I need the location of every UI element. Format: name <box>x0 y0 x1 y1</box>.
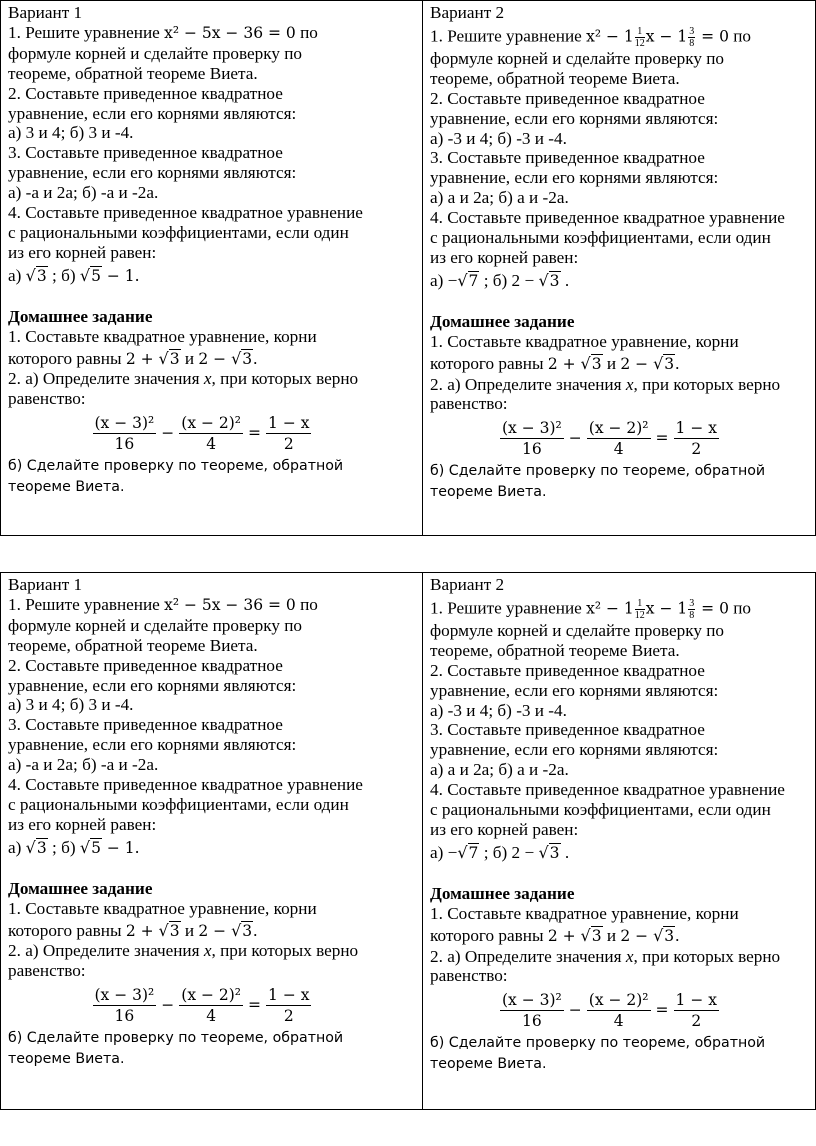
task-4-line-2: с рациональными коэффициентами, если один <box>8 222 349 242</box>
hw-2-line-1 <box>430 375 809 395</box>
hw-1-line-1: 1. Составьте квадратное уравнение, корни <box>8 326 317 346</box>
option-label: а) − <box>430 270 458 290</box>
sqrt-expression: √3 <box>653 353 675 373</box>
root-expression: 2 − <box>620 926 654 945</box>
sqrt-expression: √3 <box>538 842 560 862</box>
task-2-line-2: уравнение, если его корнями являются: <box>430 680 719 700</box>
numerator: (x − 3)² <box>502 991 562 1010</box>
task-3-line-2: уравнение, если его корнями являются: <box>8 735 297 755</box>
hw-1-line-2 <box>8 349 416 370</box>
task-text: по <box>295 22 318 42</box>
radicand: 3 <box>664 926 675 945</box>
operator: − <box>161 423 175 442</box>
task-1-line <box>8 595 416 616</box>
sqrt-expression: √5 <box>79 265 101 285</box>
radicand: 5 <box>91 838 101 857</box>
task-1-line-3: теореме, обратной теореме Виета. <box>8 635 258 655</box>
variant-title: Вариант 2 <box>430 3 505 22</box>
radicand: 3 <box>591 926 602 945</box>
sqrt-expression: √3 <box>25 837 47 857</box>
radicand: 3 <box>242 921 253 940</box>
option-tail: − 1. <box>101 838 140 857</box>
fraction <box>266 985 311 1026</box>
hw-text: , при которых верно <box>633 946 781 966</box>
task-1-line-3: теореме, обратной теореме Виета. <box>430 640 680 660</box>
option-label: а) <box>8 837 26 857</box>
task-4-options <box>430 843 809 864</box>
hw-2-line-2: равенство: <box>8 961 86 981</box>
task-3-options: а) а и 2а; б) а и -2а. <box>430 188 569 208</box>
hw-1-line-2 <box>8 921 416 942</box>
radicand: 3 <box>36 266 47 285</box>
task-1-line-2: формуле корней и сделайте проверку по <box>430 48 725 68</box>
task-1-line-2: формуле корней и сделайте проверку по <box>430 620 725 640</box>
hw-text: 2. а) Определите значения <box>430 374 626 394</box>
equation: = 0 <box>696 27 729 46</box>
mixed-fraction <box>635 598 645 621</box>
option-label: ; б) 2 − <box>479 270 539 290</box>
numerator: (x − 2)² <box>181 414 242 433</box>
hw-text: которого равны <box>430 925 548 945</box>
denominator: 4 <box>206 1007 217 1026</box>
denominator: 16 <box>522 1012 542 1031</box>
fraction <box>587 418 651 459</box>
numerator: 1 − x <box>268 414 310 433</box>
operator: − <box>568 1000 582 1019</box>
task-3-options: а) -а и 2а; б) -а и -2а. <box>8 755 159 775</box>
option-label: ; б) <box>47 265 80 285</box>
variant-1-cell <box>1 1 423 536</box>
task-text: 1. Решите уравнение <box>430 598 587 618</box>
denominator: 4 <box>613 440 624 459</box>
sqrt-expression: √3 <box>231 348 253 368</box>
option-tail: . <box>560 842 570 862</box>
radicand: 3 <box>664 354 675 373</box>
sqrt-expression: √3 <box>158 348 180 368</box>
task-2-line-2: уравнение, если его корнями являются: <box>8 103 297 123</box>
sqrt-expression: √3 <box>653 925 675 945</box>
worksheet-table-top <box>0 0 816 536</box>
equation: x − 1 <box>645 599 688 618</box>
variant-1-cell <box>1 573 423 1110</box>
variant-title: Вариант 1 <box>8 3 83 22</box>
task-text: по <box>728 26 752 46</box>
task-3-line-2: уравнение, если его корнями являются: <box>430 740 719 760</box>
operator: = <box>655 1000 669 1019</box>
radicand: 5 <box>91 266 101 285</box>
homework-title: Домашнее задание <box>8 878 153 898</box>
root-expression: 2 − <box>198 921 232 940</box>
fraction <box>93 985 157 1026</box>
task-3-line-1: 3. Составьте приведенное квадратное <box>8 715 283 735</box>
fraction-equation <box>8 985 416 1026</box>
hw-text: которого равны <box>430 353 548 373</box>
task-4-line-3: из его корней равен: <box>8 814 157 834</box>
fraction-equation <box>430 990 809 1031</box>
hw-b-line-2: теореме Виета. <box>430 1056 547 1073</box>
hw-2-line-2: равенство: <box>430 394 508 414</box>
option-tail: − 1. <box>101 266 140 285</box>
task-3-line-1: 3. Составьте приведенное квадратное <box>8 143 283 163</box>
task-4-options <box>430 271 809 292</box>
fraction <box>500 418 564 459</box>
numerator: 1 <box>635 26 645 38</box>
task-text: 1. Решите уравнение <box>8 22 165 42</box>
equation: x² − 1 <box>586 599 634 618</box>
task-4-line-3: из его корней равен: <box>430 819 579 839</box>
denominator: 2 <box>691 440 702 459</box>
root-expression: 2 − <box>620 354 654 373</box>
task-2-line-1: 2. Составьте приведенное квадратное <box>430 88 705 108</box>
task-text: по <box>295 594 318 614</box>
operator: − <box>161 995 175 1014</box>
homework-title: Домашнее задание <box>430 311 575 331</box>
sqrt-expression: √3 <box>580 353 602 373</box>
task-2-options: а) 3 и 4; б) 3 и -4. <box>8 123 134 143</box>
variant-title: Вариант 1 <box>8 575 83 594</box>
denominator: 16 <box>522 440 542 459</box>
numerator: (x − 3)² <box>94 986 155 1005</box>
radicand: 3 <box>591 354 602 373</box>
task-1-line-3: теореме, обратной теореме Виета. <box>8 63 258 83</box>
variable: x <box>203 369 212 389</box>
denominator: 4 <box>206 435 217 454</box>
mixed-fraction <box>635 26 645 49</box>
hw-b-line-1: б) Сделайте проверку по теореме, обратной <box>430 1035 766 1052</box>
sqrt-expression: √3 <box>25 265 47 285</box>
numerator: 1 − x <box>675 991 717 1010</box>
numerator: (x − 2)² <box>588 991 649 1010</box>
equation: = 0 <box>696 599 729 618</box>
numerator: (x − 3)² <box>502 419 562 438</box>
sqrt-expression: √7 <box>457 842 479 862</box>
hw-2-line-1 <box>8 369 416 389</box>
numerator: 1 <box>635 598 645 610</box>
task-text: по <box>728 598 752 618</box>
task-4-line-3: из его корней равен: <box>430 247 579 267</box>
fraction <box>266 413 311 454</box>
denominator: 16 <box>114 1007 135 1026</box>
hw-b-line-2: теореме Виета. <box>8 1051 125 1068</box>
radicand: 3 <box>549 271 560 290</box>
task-3-line-2: уравнение, если его корнями являются: <box>8 163 297 183</box>
fraction-equation <box>430 418 809 459</box>
task-2-line-2: уравнение, если его корнями являются: <box>8 675 297 695</box>
task-1-line <box>430 26 809 49</box>
option-label: ; б) <box>47 837 80 857</box>
fraction <box>587 990 651 1031</box>
option-label: а) − <box>430 842 458 862</box>
task-4-line-1: 4. Составьте приведенное квадратное уравнение <box>8 775 363 795</box>
hw-text: . <box>253 348 258 368</box>
variable: x <box>203 941 212 961</box>
fraction <box>179 985 243 1026</box>
hw-2-line-2: равенство: <box>430 966 508 986</box>
option-tail: . <box>560 270 570 290</box>
equation: x² − 5x − 36 = 0 <box>164 595 296 614</box>
hw-1-line-2 <box>430 354 809 375</box>
task-1-line-3: теореме, обратной теореме Виета. <box>430 68 680 88</box>
hw-text: которого равны <box>8 348 126 368</box>
hw-text: , при которых верно <box>211 941 359 961</box>
task-1-line-2: формуле корней и сделайте проверку по <box>8 615 303 635</box>
equation: x² − 5x − 36 = 0 <box>164 23 296 42</box>
denominator: 12 <box>634 37 645 49</box>
operator: − <box>568 428 582 447</box>
hw-text: и <box>180 348 199 368</box>
denominator: 8 <box>689 37 695 49</box>
denominator: 8 <box>689 609 695 621</box>
fraction <box>179 413 243 454</box>
mixed-fraction <box>688 26 695 49</box>
task-3-options: а) -а и 2а; б) -а и -2а. <box>8 183 159 203</box>
hw-2-line-1 <box>430 947 809 967</box>
hw-text: , при которых верно <box>211 369 359 389</box>
hw-text: и <box>602 925 621 945</box>
radicand: 3 <box>242 349 253 368</box>
mixed-fraction <box>688 598 695 621</box>
hw-text: . <box>253 920 258 940</box>
task-1-line <box>430 598 809 621</box>
task-3-options: а) а и 2а; б) а и -2а. <box>430 760 569 780</box>
task-4-line-3: из его корней равен: <box>8 242 157 262</box>
task-text: 1. Решите уравнение <box>8 594 165 614</box>
radicand: 7 <box>468 271 479 290</box>
hw-b-line-2: теореме Виета. <box>8 479 125 496</box>
operator: = <box>655 428 669 447</box>
task-4-options <box>8 266 416 287</box>
option-label: ; б) 2 − <box>479 842 539 862</box>
task-4-line-2: с рациональными коэффициентами, если один <box>8 794 349 814</box>
hw-b-line-1: б) Сделайте проверку по теореме, обратной <box>430 463 766 480</box>
radicand: 3 <box>169 921 180 940</box>
hw-1-line-2 <box>430 926 809 947</box>
hw-2-line-1 <box>8 941 416 961</box>
sqrt-expression: √5 <box>79 837 101 857</box>
hw-text: и <box>180 920 199 940</box>
task-2-line-1: 2. Составьте приведенное квадратное <box>430 660 705 680</box>
task-2-options: а) -3 и 4; б) -3 и -4. <box>430 700 567 720</box>
task-4-line-2: с рациональными коэффициентами, если один <box>430 800 771 820</box>
hw-b-line-1: б) Сделайте проверку по теореме, обратной <box>8 1030 344 1047</box>
hw-text: , при которых верно <box>633 374 781 394</box>
radicand: 3 <box>549 843 560 862</box>
task-text: 1. Решите уравнение <box>430 26 587 46</box>
numerator: (x − 3)² <box>94 414 155 433</box>
homework-title: Домашнее задание <box>430 883 575 903</box>
hw-1-line-1: 1. Составьте квадратное уравнение, корни <box>430 903 739 923</box>
fraction <box>500 990 564 1031</box>
worksheet-table-bottom <box>0 572 816 1110</box>
denominator: 2 <box>691 1012 702 1031</box>
root-expression: 2 + <box>547 354 581 373</box>
task-4-options <box>8 838 416 859</box>
operator: = <box>248 423 262 442</box>
task-4-line-1: 4. Составьте приведенное квадратное уравнение <box>430 208 785 228</box>
denominator: 4 <box>613 1012 624 1031</box>
hw-1-line-1: 1. Составьте квадратное уравнение, корни <box>430 331 739 351</box>
root-expression: 2 + <box>125 349 159 368</box>
homework-title: Домашнее задание <box>8 306 153 326</box>
root-expression: 2 + <box>125 921 159 940</box>
task-1-line-2: формуле корней и сделайте проверку по <box>8 43 303 63</box>
variant-2-cell <box>423 573 816 1110</box>
task-3-line-1: 3. Составьте приведенное квадратное <box>430 720 705 740</box>
hw-text: и <box>602 353 621 373</box>
denominator: 2 <box>283 1007 294 1026</box>
sqrt-expression: √3 <box>580 925 602 945</box>
variable: x <box>625 946 634 966</box>
numerator: 3 <box>689 597 695 609</box>
task-4-line-2: с рациональными коэффициентами, если один <box>430 228 771 248</box>
hw-b-line-1: б) Сделайте проверку по теореме, обратной <box>8 458 344 475</box>
operator: = <box>248 995 262 1014</box>
denominator: 12 <box>634 609 645 621</box>
hw-b-line-2: теореме Виета. <box>430 484 547 501</box>
fraction <box>93 413 157 454</box>
variable: x <box>625 374 634 394</box>
hw-text: 2. а) Определите значения <box>430 946 626 966</box>
option-label: а) <box>8 265 26 285</box>
radicand: 7 <box>468 843 479 862</box>
task-2-options: а) -3 и 4; б) -3 и -4. <box>430 128 567 148</box>
hw-text: . <box>675 925 680 945</box>
task-2-line-2: уравнение, если его корнями являются: <box>430 108 719 128</box>
task-3-line-2: уравнение, если его корнями являются: <box>430 168 719 188</box>
numerator: 1 − x <box>268 986 310 1005</box>
fraction <box>674 418 719 459</box>
task-2-line-1: 2. Составьте приведенное квадратное <box>8 655 283 675</box>
sqrt-expression: √3 <box>231 920 253 940</box>
fraction-equation <box>8 413 416 454</box>
numerator: (x − 2)² <box>181 986 242 1005</box>
hw-text: 2. а) Определите значения <box>8 941 204 961</box>
hw-text: . <box>675 353 680 373</box>
task-1-line <box>8 23 416 44</box>
numerator: (x − 2)² <box>588 419 649 438</box>
denominator: 2 <box>283 435 294 454</box>
equation: x − 1 <box>645 27 688 46</box>
root-expression: 2 + <box>547 926 581 945</box>
hw-2-line-2: равенство: <box>8 389 86 409</box>
task-4-line-1: 4. Составьте приведенное квадратное уравнение <box>8 203 363 223</box>
hw-text: 2. а) Определите значения <box>8 369 204 389</box>
sqrt-expression: √3 <box>158 920 180 940</box>
radicand: 3 <box>169 349 180 368</box>
task-2-line-1: 2. Составьте приведенное квадратное <box>8 83 283 103</box>
denominator: 16 <box>114 435 135 454</box>
task-4-line-1: 4. Составьте приведенное квадратное уравнение <box>430 780 785 800</box>
numerator: 1 − x <box>675 419 717 438</box>
variant-2-cell <box>423 1 816 536</box>
sqrt-expression: √3 <box>538 270 560 290</box>
hw-1-line-1: 1. Составьте квадратное уравнение, корни <box>8 898 317 918</box>
numerator: 3 <box>689 25 695 37</box>
fraction <box>674 990 719 1031</box>
variant-title: Вариант 2 <box>430 575 505 594</box>
task-2-options: а) 3 и 4; б) 3 и -4. <box>8 695 134 715</box>
radicand: 3 <box>36 838 47 857</box>
root-expression: 2 − <box>198 349 232 368</box>
equation: x² − 1 <box>586 27 634 46</box>
task-3-line-1: 3. Составьте приведенное квадратное <box>430 148 705 168</box>
hw-text: которого равны <box>8 920 126 940</box>
sqrt-expression: √7 <box>457 270 479 290</box>
